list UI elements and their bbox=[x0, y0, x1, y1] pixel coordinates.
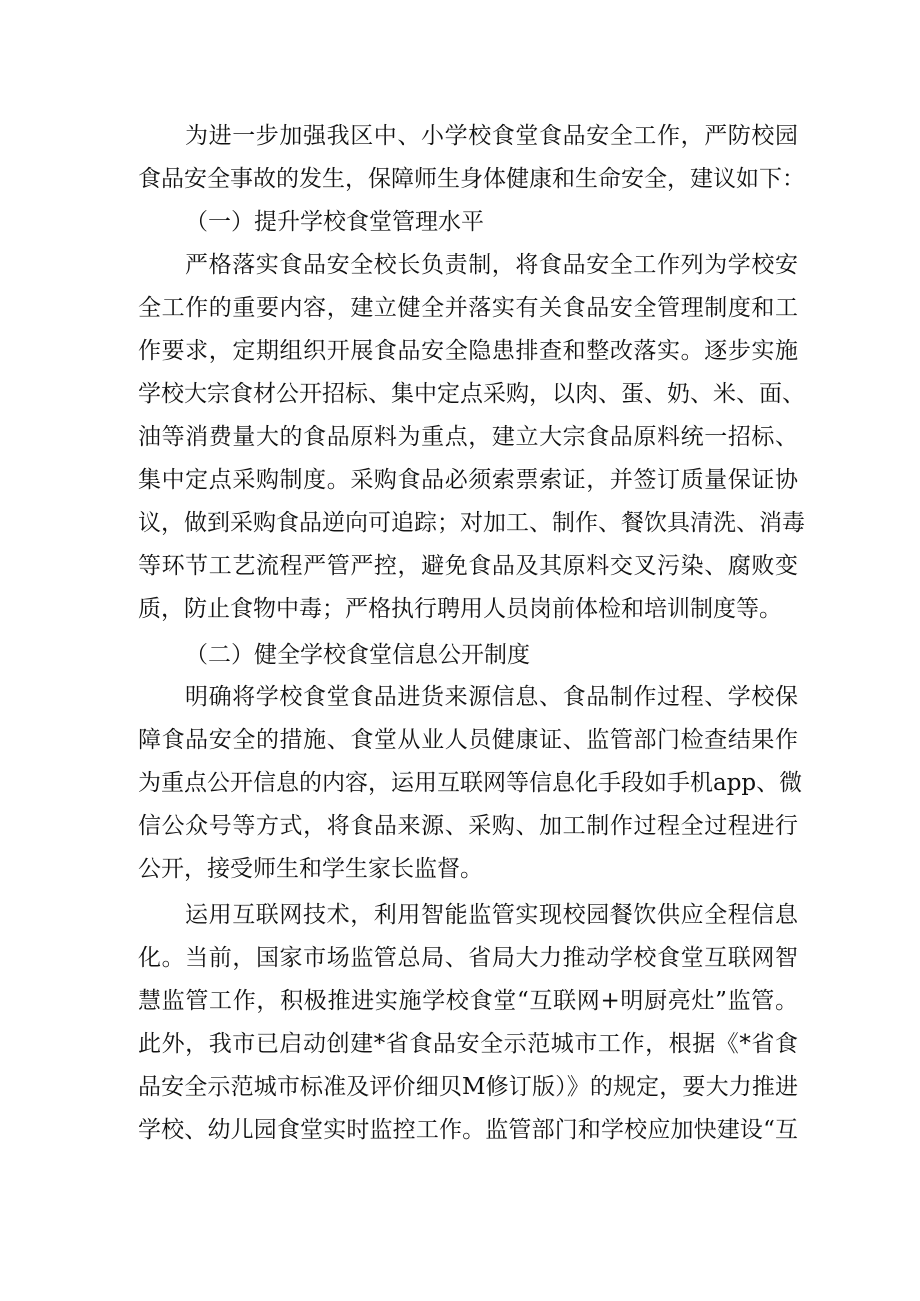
section-heading-1: （一）提升学校食堂管理水平 bbox=[185, 209, 484, 235]
paragraph-3-line-1: 运用互联网技术，利用智能监管实现校园餐饮供应全程信息 bbox=[185, 902, 798, 928]
section-heading-2: （二）健全学校食堂信息公开制度 bbox=[185, 642, 530, 668]
paragraph-2-line-2: 障食品安全的措施、食堂从业人员健康证、监管部门检查结果作 bbox=[138, 727, 798, 753]
paragraph-3-line-6: 学校、幼儿园食堂实时监控工作。监管部门和学校应加快建设“互 bbox=[138, 1117, 798, 1143]
paragraph-2-line-1: 明确将学校食堂食品进货来源信息、食品制作过程、学校保 bbox=[185, 684, 798, 710]
paragraph-intro-line-2: 食品安全事故的发生，保障师生身体健康和生命安全，建议如下： bbox=[138, 166, 805, 192]
paragraph-3-line-5: 品安全示范城市标准及评价细贝M修订版）》的规定，要大力推进 bbox=[138, 1074, 798, 1100]
paragraph-2-line-3: 为重点公开信息的内容，运用互联网等信息化手段如手机app、微 bbox=[138, 770, 803, 796]
paragraph-2-line-4: 信公众号等方式，将食品来源、采购、加工制作过程全过程进行 bbox=[138, 813, 798, 839]
paragraph-intro-line-1: 为进一步加强我区中、小学校食堂食品安全工作，严防校园 bbox=[185, 123, 798, 149]
paragraph-1-line-7: 议，做到采购食品逆向可追踪；对加工、制作、餐饮具清洗、消毒 bbox=[138, 510, 805, 536]
paragraph-1-line-6: 集中定点采购制度。采购食品必须索票索证，并签订质量保证协 bbox=[138, 467, 798, 493]
paragraph-3-line-2: 化。当前，国家市场监管总局、省局大力推动学校食堂互联网智 bbox=[138, 945, 798, 971]
paragraph-1-line-1: 严格落实食品安全校长负责制，将食品安全工作列为学校安 bbox=[185, 252, 798, 278]
paragraph-3-line-3: 慧监管工作，积极推进实施学校食堂“互联网+明厨亮灶”监管。 bbox=[138, 988, 798, 1014]
paragraph-1-line-8: 等环节工艺流程严管严控，避免食品及其原料交叉污染、腐败变 bbox=[138, 553, 798, 579]
paragraph-1-line-9: 质，防止食物中毒；严格执行聘用人员岗前体检和培训制度等。 bbox=[138, 596, 782, 622]
paragraph-1-line-5: 油等消费量大的食品原料为重点，建立大宗食品原料统一招标、 bbox=[138, 424, 798, 450]
paragraph-3-line-4: 此外，我市已启动创建*省食品安全示范城市工作，根据《*省食 bbox=[138, 1031, 798, 1057]
paragraph-1-line-2: 全工作的重要内容，建立健全并落实有关食品安全管理制度和工 bbox=[138, 295, 798, 321]
paragraph-2-line-5: 公开，接受师生和学生家长监督。 bbox=[138, 856, 483, 882]
paragraph-1-line-3: 作要求，定期组织开展食品安全隐患排查和整改落实。逐步实施 bbox=[138, 338, 798, 364]
paragraph-1-line-4: 学校大宗食材公开招标、集中定点采购，以肉、蛋、奶、米、面、 bbox=[138, 381, 805, 407]
